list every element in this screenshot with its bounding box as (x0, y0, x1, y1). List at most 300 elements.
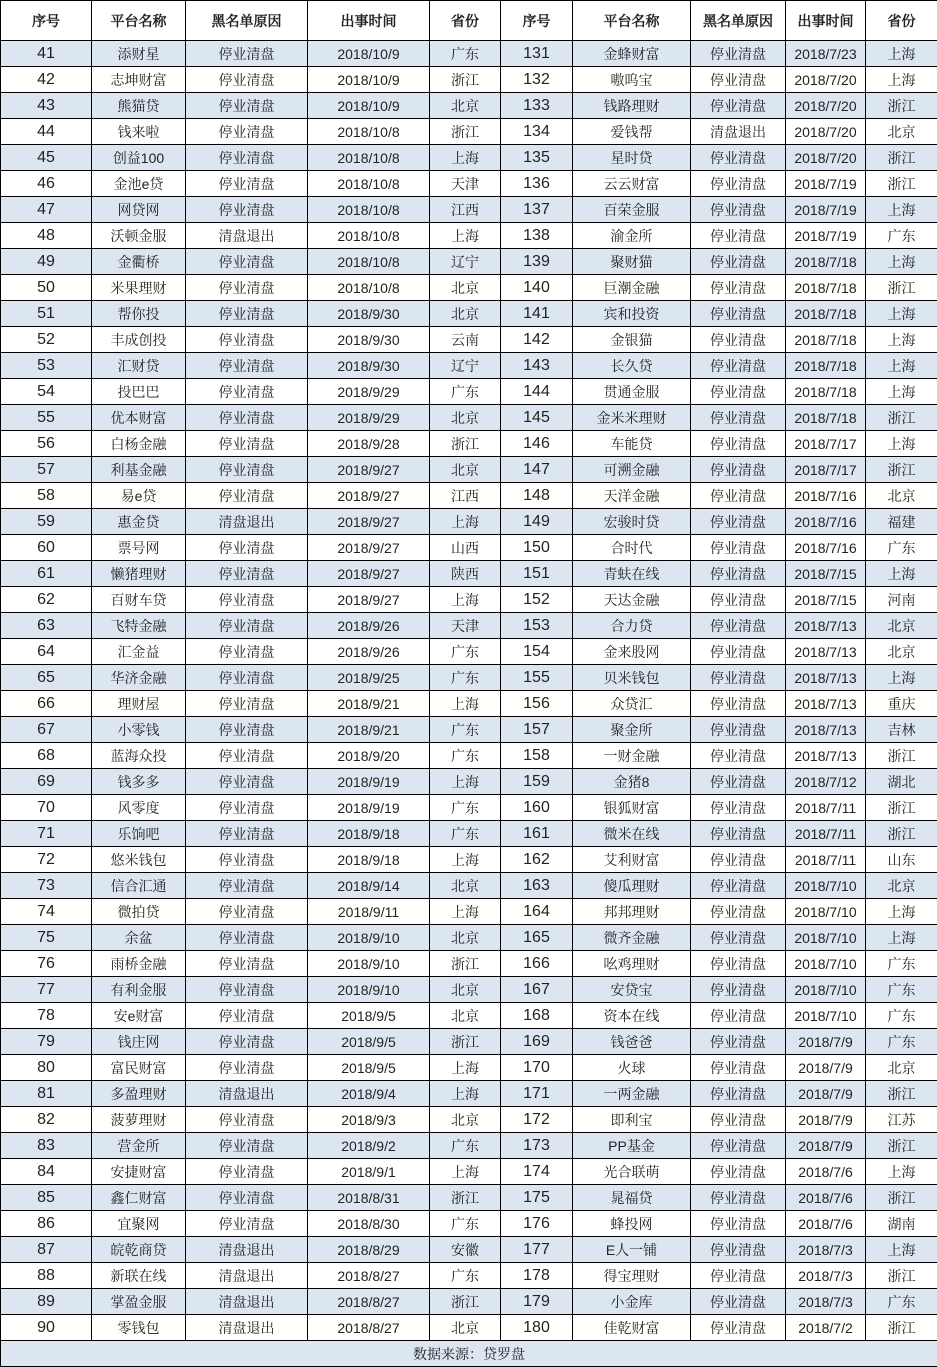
incident-date: 2018/10/9 (308, 67, 430, 93)
platform-name: 安e财富 (92, 1003, 186, 1029)
row-number: 89 (1, 1289, 92, 1315)
table-row (1, 405, 937, 431)
incident-date: 2018/7/10 (786, 925, 866, 951)
province: 北京 (430, 925, 501, 951)
platform-name: 傻瓜理财 (573, 873, 691, 899)
row-number: 45 (1, 145, 92, 171)
table-row (1, 613, 937, 639)
blacklist-reason: 停业清盘 (186, 1211, 308, 1237)
platform-name: 微米在线 (573, 821, 691, 847)
table-row (1, 743, 937, 769)
platform-name: 银狐财富 (573, 795, 691, 821)
table-row (1, 249, 937, 275)
blacklist-reason: 停业清盘 (691, 1159, 786, 1185)
province: 河南 (866, 587, 937, 613)
blacklist-reason: 停业清盘 (691, 509, 786, 535)
blacklist-reason: 停业清盘 (186, 301, 308, 327)
platform-name: 渝金所 (573, 223, 691, 249)
platform-name: 雨桥金融 (92, 951, 186, 977)
incident-date: 2018/7/9 (786, 1107, 866, 1133)
blacklist-reason: 停业清盘 (691, 171, 786, 197)
row-number: 64 (1, 639, 92, 665)
province: 北京 (866, 873, 937, 899)
row-number: 165 (501, 925, 573, 951)
table-row (1, 301, 937, 327)
header-province: 省份 (430, 1, 501, 41)
row-number: 158 (501, 743, 573, 769)
province: 广东 (430, 717, 501, 743)
platform-name: 贯通金服 (573, 379, 691, 405)
platform-name: 爱钱帮 (573, 119, 691, 145)
incident-date: 2018/10/8 (308, 197, 430, 223)
row-number: 135 (501, 145, 573, 171)
incident-date: 2018/8/27 (308, 1315, 430, 1341)
row-number: 87 (1, 1237, 92, 1263)
platform-name: 光合联萌 (573, 1159, 691, 1185)
blacklist-reason: 停业清盘 (186, 41, 308, 67)
row-number: 151 (501, 561, 573, 587)
incident-date: 2018/9/27 (308, 535, 430, 561)
row-number: 48 (1, 223, 92, 249)
province: 上海 (430, 587, 501, 613)
incident-date: 2018/10/9 (308, 41, 430, 67)
blacklist-reason: 停业清盘 (186, 587, 308, 613)
province: 上海 (866, 301, 937, 327)
blacklist-reason: 停业清盘 (691, 1237, 786, 1263)
row-number: 81 (1, 1081, 92, 1107)
province: 北京 (430, 1315, 501, 1341)
blacklist-reason: 清盘退出 (186, 1237, 308, 1263)
row-number: 161 (501, 821, 573, 847)
blacklist-reason: 停业清盘 (186, 873, 308, 899)
row-number: 170 (501, 1055, 573, 1081)
platform-name: 贝米钱包 (573, 665, 691, 691)
blacklist-reason: 停业清盘 (186, 431, 308, 457)
province: 上海 (430, 899, 501, 925)
blacklist-reason: 停业清盘 (691, 431, 786, 457)
incident-date: 2018/7/6 (786, 1159, 866, 1185)
province: 上海 (866, 899, 937, 925)
blacklist-reason: 清盘退出 (186, 1289, 308, 1315)
blacklist-reason: 停业清盘 (691, 769, 786, 795)
row-number: 147 (501, 457, 573, 483)
province: 山西 (430, 535, 501, 561)
province: 上海 (866, 665, 937, 691)
blacklist-reason: 停业清盘 (186, 691, 308, 717)
blacklist-reason: 停业清盘 (691, 1211, 786, 1237)
incident-date: 2018/7/19 (786, 171, 866, 197)
platform-name: 掌盈金服 (92, 1289, 186, 1315)
row-number: 140 (501, 275, 573, 301)
incident-date: 2018/9/2 (308, 1133, 430, 1159)
blacklist-reason: 停业清盘 (186, 483, 308, 509)
platform-name: 金银猫 (573, 327, 691, 353)
table-row (1, 847, 937, 873)
row-number: 132 (501, 67, 573, 93)
blacklist-reason: 停业清盘 (186, 405, 308, 431)
table-row (1, 1263, 937, 1289)
blacklist-reason: 停业清盘 (691, 1055, 786, 1081)
row-number: 63 (1, 613, 92, 639)
platform-name: 华济金融 (92, 665, 186, 691)
province: 上海 (430, 1055, 501, 1081)
blacklist-reason: 停业清盘 (691, 1315, 786, 1341)
province: 上海 (866, 249, 937, 275)
blacklist-reason: 清盘退出 (186, 1263, 308, 1289)
header-platform: 平台名称 (92, 1, 186, 41)
row-number: 152 (501, 587, 573, 613)
incident-date: 2018/7/18 (786, 405, 866, 431)
row-number: 79 (1, 1029, 92, 1055)
province: 北京 (866, 639, 937, 665)
incident-date: 2018/10/8 (308, 119, 430, 145)
platform-name: 飞特金融 (92, 613, 186, 639)
incident-date: 2018/7/9 (786, 1029, 866, 1055)
row-number: 180 (501, 1315, 573, 1341)
platform-name: 汇财贷 (92, 353, 186, 379)
incident-date: 2018/7/18 (786, 301, 866, 327)
province: 广东 (430, 639, 501, 665)
row-number: 136 (501, 171, 573, 197)
row-number: 52 (1, 327, 92, 353)
blacklist-reason: 停业清盘 (691, 535, 786, 561)
row-number: 57 (1, 457, 92, 483)
row-number: 80 (1, 1055, 92, 1081)
platform-name: 微齐金融 (573, 925, 691, 951)
incident-date: 2018/9/30 (308, 353, 430, 379)
platform-name: 邦邦理财 (573, 899, 691, 925)
province: 吉林 (866, 717, 937, 743)
incident-date: 2018/8/27 (308, 1263, 430, 1289)
province: 浙江 (866, 1185, 937, 1211)
row-number: 83 (1, 1133, 92, 1159)
row-number: 162 (501, 847, 573, 873)
row-number: 47 (1, 197, 92, 223)
blacklist-reason: 停业清盘 (186, 1133, 308, 1159)
incident-date: 2018/7/3 (786, 1237, 866, 1263)
blacklist-reason: 停业清盘 (186, 951, 308, 977)
province: 辽宁 (430, 249, 501, 275)
platform-name: 投巴巴 (92, 379, 186, 405)
table-row (1, 1081, 937, 1107)
platform-name: 长久贷 (573, 353, 691, 379)
incident-date: 2018/9/10 (308, 977, 430, 1003)
incident-date: 2018/7/13 (786, 613, 866, 639)
incident-date: 2018/7/18 (786, 327, 866, 353)
blacklist-reason: 停业清盘 (691, 483, 786, 509)
province: 北京 (866, 483, 937, 509)
blacklist-reason: 停业清盘 (691, 93, 786, 119)
row-number: 71 (1, 821, 92, 847)
row-number: 41 (1, 41, 92, 67)
incident-date: 2018/9/27 (308, 457, 430, 483)
incident-date: 2018/9/26 (308, 613, 430, 639)
province: 上海 (430, 145, 501, 171)
platform-name: 合时代 (573, 535, 691, 561)
blacklist-reason: 停业清盘 (691, 67, 786, 93)
incident-date: 2018/7/23 (786, 41, 866, 67)
platform-name: 众贷汇 (573, 691, 691, 717)
blacklist-reason: 停业清盘 (186, 795, 308, 821)
blacklist-reason: 停业清盘 (186, 1003, 308, 1029)
province: 上海 (430, 1159, 501, 1185)
blacklist-reason: 停业清盘 (186, 561, 308, 587)
blacklist-reason: 停业清盘 (691, 1263, 786, 1289)
province: 上海 (430, 769, 501, 795)
incident-date: 2018/7/10 (786, 951, 866, 977)
header-province: 省份 (866, 1, 937, 41)
province: 浙江 (866, 1263, 937, 1289)
row-number: 86 (1, 1211, 92, 1237)
row-number: 74 (1, 899, 92, 925)
table-row (1, 535, 937, 561)
province: 北京 (430, 301, 501, 327)
row-number: 164 (501, 899, 573, 925)
blacklist-reason: 停业清盘 (691, 275, 786, 301)
platform-name: 理财屋 (92, 691, 186, 717)
blacklist-reason: 停业清盘 (186, 535, 308, 561)
province: 上海 (866, 41, 937, 67)
province: 上海 (866, 197, 937, 223)
table-row (1, 951, 937, 977)
table-row (1, 1237, 937, 1263)
platform-name: 丰成创投 (92, 327, 186, 353)
province: 天津 (430, 613, 501, 639)
blacklist-reason: 停业清盘 (691, 1289, 786, 1315)
incident-date: 2018/10/8 (308, 223, 430, 249)
incident-date: 2018/9/1 (308, 1159, 430, 1185)
table-row (1, 587, 937, 613)
incident-date: 2018/10/8 (308, 249, 430, 275)
table-row (1, 483, 937, 509)
platform-name: 艾利财富 (573, 847, 691, 873)
blacklist-reason: 清盘退出 (186, 509, 308, 535)
platform-name: 即利宝 (573, 1107, 691, 1133)
row-number: 53 (1, 353, 92, 379)
incident-date: 2018/7/9 (786, 1081, 866, 1107)
blacklist-reason: 停业清盘 (186, 67, 308, 93)
platform-name: 蜂投网 (573, 1211, 691, 1237)
table-row (1, 197, 937, 223)
province: 浙江 (866, 743, 937, 769)
incident-date: 2018/7/12 (786, 769, 866, 795)
row-number: 84 (1, 1159, 92, 1185)
incident-date: 2018/7/3 (786, 1263, 866, 1289)
platform-name: 车能贷 (573, 431, 691, 457)
row-number: 68 (1, 743, 92, 769)
row-number: 75 (1, 925, 92, 951)
incident-date: 2018/7/10 (786, 873, 866, 899)
platform-name: 皖乾商贷 (92, 1237, 186, 1263)
table-row (1, 691, 937, 717)
platform-name: 熊猫贷 (92, 93, 186, 119)
blacklist-reason: 停业清盘 (186, 1107, 308, 1133)
row-number: 85 (1, 1185, 92, 1211)
incident-date: 2018/9/18 (308, 847, 430, 873)
incident-date: 2018/7/15 (786, 587, 866, 613)
incident-date: 2018/9/29 (308, 379, 430, 405)
blacklist-reason: 停业清盘 (186, 327, 308, 353)
row-number: 72 (1, 847, 92, 873)
platform-name: 利基金融 (92, 457, 186, 483)
province: 广东 (866, 1003, 937, 1029)
province: 广东 (430, 379, 501, 405)
province: 广东 (430, 795, 501, 821)
row-number: 159 (501, 769, 573, 795)
row-number: 134 (501, 119, 573, 145)
blacklist-reason: 停业清盘 (186, 275, 308, 301)
province: 广东 (430, 743, 501, 769)
table-row (1, 925, 937, 951)
table-row (1, 717, 937, 743)
platform-name: 创益100 (92, 145, 186, 171)
province: 浙江 (866, 821, 937, 847)
platform-name: 悠米钱包 (92, 847, 186, 873)
platform-name: 懒猪理财 (92, 561, 186, 587)
row-number: 155 (501, 665, 573, 691)
province: 浙江 (430, 1185, 501, 1211)
platform-name: E人一铺 (573, 1237, 691, 1263)
row-number: 82 (1, 1107, 92, 1133)
province: 上海 (430, 691, 501, 717)
row-number: 54 (1, 379, 92, 405)
province: 江西 (430, 483, 501, 509)
province: 重庆 (866, 691, 937, 717)
province: 北京 (430, 457, 501, 483)
table-row (1, 431, 937, 457)
incident-date: 2018/7/10 (786, 1003, 866, 1029)
row-number: 173 (501, 1133, 573, 1159)
province: 广东 (866, 951, 937, 977)
blacklist-reason: 停业清盘 (186, 93, 308, 119)
row-number: 166 (501, 951, 573, 977)
blacklist-reason: 停业清盘 (691, 873, 786, 899)
province: 江西 (430, 197, 501, 223)
incident-date: 2018/7/11 (786, 847, 866, 873)
incident-date: 2018/7/18 (786, 379, 866, 405)
blacklist-reason: 停业清盘 (691, 457, 786, 483)
province: 浙江 (866, 405, 937, 431)
platform-name: 可溯金融 (573, 457, 691, 483)
province: 广东 (866, 1289, 937, 1315)
province: 北京 (430, 1107, 501, 1133)
platform-name: 余盆 (92, 925, 186, 951)
row-number: 61 (1, 561, 92, 587)
province: 北京 (430, 275, 501, 301)
province: 浙江 (430, 951, 501, 977)
incident-date: 2018/7/10 (786, 977, 866, 1003)
row-number: 154 (501, 639, 573, 665)
incident-date: 2018/9/27 (308, 561, 430, 587)
row-number: 88 (1, 1263, 92, 1289)
platform-name: 志坤财富 (92, 67, 186, 93)
incident-date: 2018/9/5 (308, 1003, 430, 1029)
province: 上海 (866, 1159, 937, 1185)
platform-name: 小零钱 (92, 717, 186, 743)
platform-name: 白杨金融 (92, 431, 186, 457)
province: 浙江 (866, 1133, 937, 1159)
province: 上海 (430, 1081, 501, 1107)
blacklist-reason: 停业清盘 (186, 821, 308, 847)
table-row (1, 93, 937, 119)
row-number: 177 (501, 1237, 573, 1263)
row-number: 144 (501, 379, 573, 405)
platform-name: 吆鸡理财 (573, 951, 691, 977)
blacklist-reason: 停业清盘 (691, 145, 786, 171)
blacklist-reason: 停业清盘 (691, 743, 786, 769)
row-number: 137 (501, 197, 573, 223)
table-row (1, 1159, 937, 1185)
platform-name: 米果理财 (92, 275, 186, 301)
province: 辽宁 (430, 353, 501, 379)
header-row (1, 1, 937, 41)
row-number: 76 (1, 951, 92, 977)
table-row (1, 1289, 937, 1315)
blacklist-reason: 停业清盘 (691, 847, 786, 873)
table-row (1, 977, 937, 1003)
platform-name: 百财车贷 (92, 587, 186, 613)
header-date: 出事时间 (786, 1, 866, 41)
table-row (1, 327, 937, 353)
province: 福建 (866, 509, 937, 535)
row-number: 67 (1, 717, 92, 743)
platform-name: 金蜂财富 (573, 41, 691, 67)
blacklist-reason: 停业清盘 (691, 353, 786, 379)
blacklist-reason: 停业清盘 (186, 717, 308, 743)
incident-date: 2018/7/20 (786, 119, 866, 145)
province: 上海 (430, 223, 501, 249)
platform-name: PP基金 (573, 1133, 691, 1159)
blacklist-reason: 停业清盘 (691, 41, 786, 67)
incident-date: 2018/7/11 (786, 795, 866, 821)
platform-name: 聚财猫 (573, 249, 691, 275)
blacklist-reason: 停业清盘 (186, 1029, 308, 1055)
blacklist-reason: 停业清盘 (691, 405, 786, 431)
row-number: 73 (1, 873, 92, 899)
incident-date: 2018/7/17 (786, 431, 866, 457)
table-body (1, 41, 937, 1341)
incident-date: 2018/9/4 (308, 1081, 430, 1107)
table-row (1, 665, 937, 691)
blacklist-reason: 停业清盘 (691, 197, 786, 223)
blacklist-reason: 停业清盘 (691, 587, 786, 613)
province: 上海 (866, 327, 937, 353)
row-number: 168 (501, 1003, 573, 1029)
platform-name: 富民财富 (92, 1055, 186, 1081)
blacklist-reason: 停业清盘 (186, 197, 308, 223)
incident-date: 2018/7/9 (786, 1133, 866, 1159)
blacklist-reason: 停业清盘 (691, 925, 786, 951)
row-number: 46 (1, 171, 92, 197)
province: 广东 (430, 1263, 501, 1289)
province: 北京 (430, 873, 501, 899)
row-number: 90 (1, 1315, 92, 1341)
blacklist-reason: 停业清盘 (186, 769, 308, 795)
incident-date: 2018/9/3 (308, 1107, 430, 1133)
incident-date: 2018/7/3 (786, 1289, 866, 1315)
platform-name: 零钱包 (92, 1315, 186, 1341)
platform-name: 安贷宝 (573, 977, 691, 1003)
incident-date: 2018/9/27 (308, 483, 430, 509)
province: 浙江 (430, 1289, 501, 1315)
table-row (1, 1211, 937, 1237)
province: 云南 (430, 327, 501, 353)
province: 北京 (866, 119, 937, 145)
blacklist-reason: 清盘退出 (691, 119, 786, 145)
incident-date: 2018/7/2 (786, 1315, 866, 1341)
blacklist-reason: 停业清盘 (691, 691, 786, 717)
platform-name: 添财星 (92, 41, 186, 67)
